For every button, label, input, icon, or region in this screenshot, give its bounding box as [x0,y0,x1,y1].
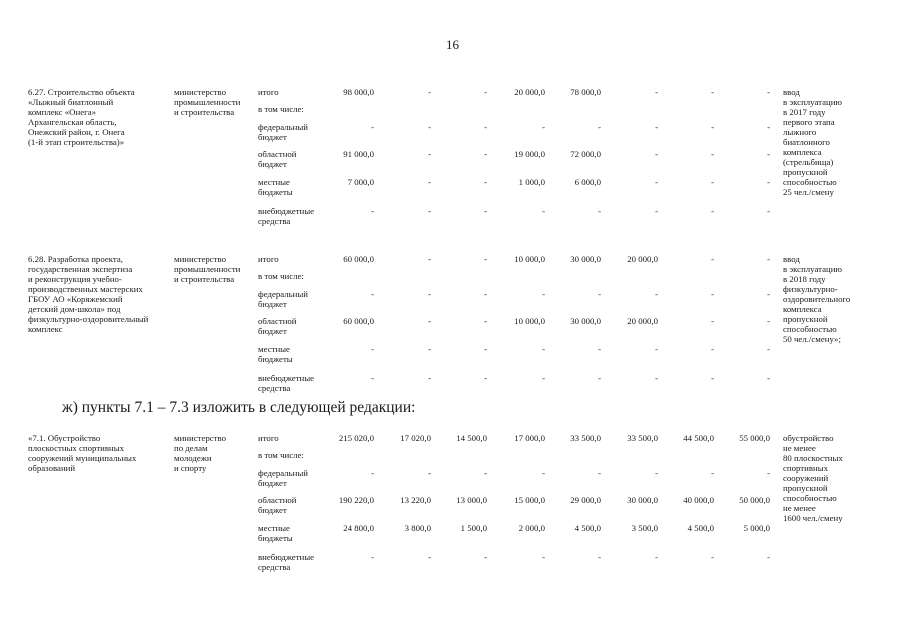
result-line: (стрельбища) [783,157,834,167]
funding-value: 1 000,0 [518,177,545,187]
funding-value: 91 000,0 [343,149,374,159]
funding-value: - [484,373,487,383]
funding-value: - [484,552,487,562]
funding-value: 13 220,0 [400,495,431,505]
funding-value: - [428,344,431,354]
source-label: бюджеты [258,533,293,543]
page-number: 16 [446,37,459,52]
funding-value: 44 500,0 [683,433,714,443]
funding-value: 30 000,0 [627,495,658,505]
source-label: бюджет [258,159,287,169]
measure-name-line: Онежский район, г. Онега [28,127,125,137]
funding-value: - [428,87,431,97]
funding-value: 17 000,0 [514,433,545,443]
funding-value: 30 000,0 [570,254,601,264]
result-line: обустройство [783,433,834,443]
funding-value: - [655,206,658,216]
measure-name-line: (1-й этап строительства)» [28,137,125,147]
funding-value: - [598,206,601,216]
funding-value: - [767,206,770,216]
measure-name-line: физкультурно-оздоровительный [28,314,149,324]
source-label: федеральный [258,289,308,299]
funding-value: - [711,344,714,354]
funding-value: - [484,122,487,132]
funding-value: - [767,254,770,264]
funding-value: - [767,468,770,478]
funding-value: - [484,87,487,97]
source-label: бюджеты [258,354,293,364]
measure-name-line: комплекс [28,324,63,334]
executor-line: и строительства [174,274,235,284]
measure-name-line: детский дом-школа» под [28,304,121,314]
source-label: в том числе: [258,450,304,460]
result-line: биатлонного [783,137,830,147]
funding-value: 33 500,0 [627,433,658,443]
result-line: лыжного [783,127,817,137]
funding-value: - [711,206,714,216]
amendment-heading: ж) пункты 7.1 – 7.3 изложить в следующей редакции: [62,399,416,416]
funding-value: 3 500,0 [631,523,658,533]
funding-value: - [371,552,374,562]
measure-name-line: и реконструкция учебно- [28,274,122,284]
funding-value: 5 000,0 [743,523,770,533]
funding-value: - [542,468,545,478]
funding-value: 13 000,0 [456,495,487,505]
funding-value: - [428,206,431,216]
result-line: спортивных [783,463,829,473]
source-label: местные [258,523,290,533]
funding-value: 20 000,0 [627,254,658,264]
funding-value: 4 500,0 [687,523,714,533]
result-line: не менее [783,443,816,453]
funding-value: - [542,122,545,132]
source-label: внебюджетные [258,206,315,216]
result-line: комплекса [783,147,822,157]
funding-value: - [767,87,770,97]
funding-value: - [428,316,431,326]
funding-value: - [767,552,770,562]
funding-value: - [598,468,601,478]
executor-line: промышленности [174,97,241,107]
funding-value: 3 800,0 [404,523,431,533]
executor-line: министерство [174,433,226,443]
funding-value: 50 000,0 [739,495,770,505]
result-line: первого этапа [783,117,835,127]
measure-name-line: 6.27. Строительство объекта [28,87,135,97]
source-label: областной [258,495,297,505]
result-line: оздоровительного [783,294,851,304]
funding-value: - [484,149,487,159]
result-line: пропускной [783,483,828,493]
source-label: итого [258,254,279,264]
funding-value: - [598,289,601,299]
funding-value: - [428,552,431,562]
funding-value: - [655,468,658,478]
funding-value: 10 000,0 [514,316,545,326]
funding-value: - [655,552,658,562]
funding-value: - [655,177,658,187]
funding-value: - [598,373,601,383]
measure-name-line: «Лыжный биатлонный [28,97,114,107]
funding-value: 33 500,0 [570,433,601,443]
funding-value: - [371,289,374,299]
result-line: в 2018 году [783,274,826,284]
source-label: местные [258,344,290,354]
funding-value: - [484,344,487,354]
source-label: итого [258,433,279,443]
funding-value: - [655,373,658,383]
funding-value: - [655,289,658,299]
result-line: сооружений [783,473,829,483]
funding-value: - [371,344,374,354]
executor-line: по делам [174,443,208,453]
funding-value: 20 000,0 [627,316,658,326]
result-line: способностью [783,493,837,503]
result-line: комплекса [783,304,822,314]
funding-value: - [767,344,770,354]
funding-value: - [484,206,487,216]
source-label: средства [258,216,291,226]
result-line: пропускной [783,167,828,177]
funding-value: - [428,373,431,383]
source-label: в том числе: [258,271,304,281]
result-line: не менее [783,503,816,513]
measure-name-line: плоскостных спортивных [28,443,125,453]
funding-value: 17 020,0 [400,433,431,443]
source-label: бюджет [258,505,287,515]
result-line: пропускной [783,314,828,324]
funding-value: 29 000,0 [570,495,601,505]
funding-value: 72 000,0 [570,149,601,159]
executor-line: и строительства [174,107,235,117]
result-line: в эксплуатацию [783,264,842,274]
funding-value: - [484,316,487,326]
result-line: 50 чел./смену»; [783,334,841,344]
funding-value: - [711,316,714,326]
funding-value: - [711,373,714,383]
funding-value: - [598,344,601,354]
funding-value: - [542,344,545,354]
source-label: итого [258,87,279,97]
funding-value: - [428,289,431,299]
funding-value: - [484,177,487,187]
funding-value: - [711,289,714,299]
funding-value: - [542,552,545,562]
funding-value: 6 000,0 [574,177,601,187]
funding-value: - [542,373,545,383]
source-label: внебюджетные [258,552,315,562]
funding-value: - [371,206,374,216]
source-label: бюджеты [258,187,293,197]
source-label: внебюджетные [258,373,315,383]
funding-value: 60 000,0 [343,316,374,326]
result-line: 25 чел./смену [783,187,834,197]
result-line: 80 плоскостных [783,453,843,463]
result-line: ввод [783,254,800,264]
funding-value: - [767,316,770,326]
funding-value: 4 500,0 [574,523,601,533]
source-label: средства [258,383,291,393]
result-line: способностью [783,324,837,334]
funding-value: - [371,373,374,383]
funding-value: 98 000,0 [343,87,374,97]
funding-value: - [767,289,770,299]
funding-value: 19 000,0 [514,149,545,159]
funding-value: - [542,289,545,299]
funding-value: 78 000,0 [570,87,601,97]
funding-value: - [484,468,487,478]
funding-value: - [767,373,770,383]
measure-name-line: производственных мастерских [28,284,143,294]
source-label: в том числе: [258,104,304,114]
funding-value: - [767,177,770,187]
source-label: бюджет [258,478,287,488]
funding-value: - [484,289,487,299]
source-label: бюджет [258,132,287,142]
funding-value: - [428,149,431,159]
measure-name-line: «7.1. Обустройство [28,433,101,443]
funding-value: - [428,122,431,132]
funding-value: 7 000,0 [347,177,374,187]
funding-value: - [711,468,714,478]
funding-value: 24 800,0 [343,523,374,533]
executor-line: молодежи [174,453,212,463]
source-label: федеральный [258,468,308,478]
funding-value: - [371,122,374,132]
funding-value: - [711,149,714,159]
result-line: в 2017 году [783,107,826,117]
funding-value: - [542,206,545,216]
funding-value: 190 220,0 [338,495,374,505]
funding-value: 15 000,0 [514,495,545,505]
executor-line: промышленности [174,264,241,274]
funding-value: - [655,344,658,354]
measure-name-line: комплекс «Онега» [28,107,97,117]
measure-name-line: государственная экспертиза [28,264,133,274]
funding-value: - [371,468,374,478]
funding-value: - [428,177,431,187]
executor-line: и спорту [174,463,207,473]
funding-value: 55 000,0 [739,433,770,443]
funding-value: 1 500,0 [460,523,487,533]
measure-name-line: 6.28. Разработка проекта, [28,254,123,264]
funding-value: 215 020,0 [338,433,374,443]
measure-name-line: сооружений муниципальных [28,453,137,463]
funding-value: - [767,122,770,132]
funding-value: - [655,149,658,159]
measure-name-line: ГБОУ АО «Коряжемский [28,294,123,304]
funding-value: - [428,254,431,264]
source-label: областной [258,149,297,159]
funding-value: - [655,122,658,132]
source-label: местные [258,177,290,187]
funding-value: 10 000,0 [514,254,545,264]
funding-value: - [711,122,714,132]
result-line: способностью [783,177,837,187]
result-line: 1600 чел./смену [783,513,843,523]
funding-value: - [598,552,601,562]
funding-value: - [598,122,601,132]
source-label: бюджет [258,299,287,309]
source-label: областной [258,316,297,326]
funding-value: - [655,87,658,97]
executor-line: министерство [174,254,226,264]
source-label: бюджет [258,326,287,336]
funding-value: 2 000,0 [518,523,545,533]
funding-value: - [767,149,770,159]
funding-value: - [711,254,714,264]
funding-value: - [428,468,431,478]
source-label: средства [258,562,291,572]
funding-value: 40 000,0 [683,495,714,505]
funding-value: 60 000,0 [343,254,374,264]
result-line: физкультурно- [783,284,838,294]
source-label: федеральный [258,122,308,132]
funding-value: 20 000,0 [514,87,545,97]
result-line: в эксплуатацию [783,97,842,107]
measure-name-line: образований [28,463,76,473]
funding-value: - [711,552,714,562]
result-line: ввод [783,87,800,97]
funding-value: - [711,177,714,187]
measure-name-line: Архангельская область, [28,117,117,127]
executor-line: министерство [174,87,226,97]
funding-value: 30 000,0 [570,316,601,326]
funding-value: - [484,254,487,264]
funding-value: - [711,87,714,97]
funding-value: 14 500,0 [456,433,487,443]
